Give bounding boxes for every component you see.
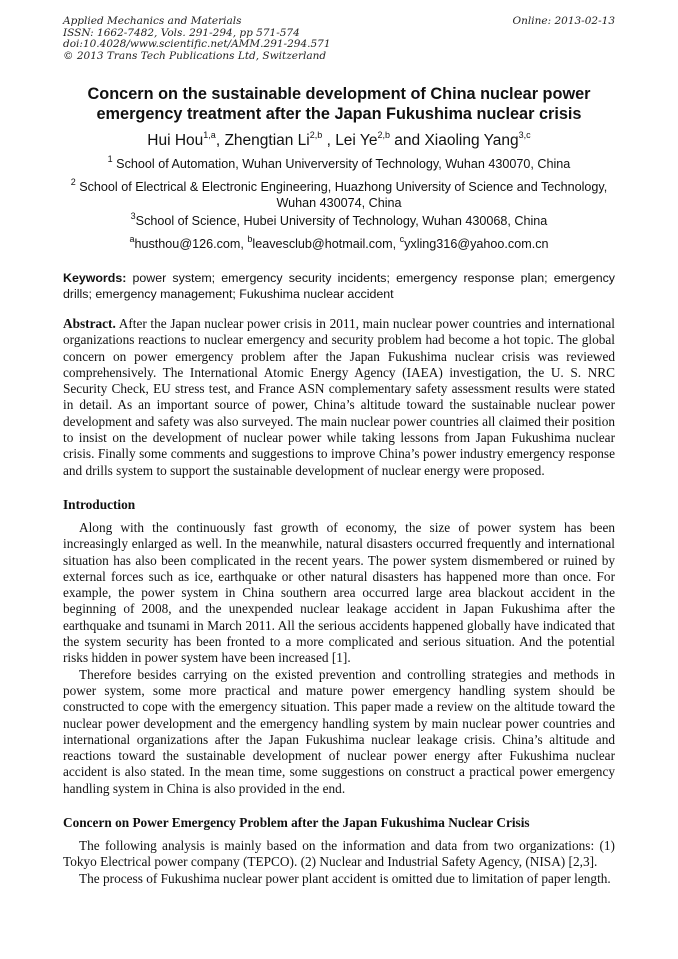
email-list	[63, 233, 615, 252]
abstract	[63, 316, 615, 479]
affiliation-3	[63, 210, 615, 229]
affiliation-text: School of Automation, Wuhan Univerversity of Technology, Wuhan 430070, China	[112, 157, 571, 171]
author-name: Zhengtian Li	[224, 132, 310, 149]
author-name: Xiaoling Yang	[424, 132, 519, 149]
affiliation-text: School of Electrical & Electronic Engineering, Huazhong University of Science and Technology,	[75, 180, 608, 194]
issn: ISSN: 1662-7482, Vols. 291-294, pp 571-574	[63, 26, 300, 39]
abstract-text: After the Japan nuclear power crisis in 2011, main nuclear power countries and international organizations reactions to nuclear emergency and security problem had become a hot topic. The global concern on power emergency problem after the Japan Fukushima nuclear crisis was reviewed comprehensively. The International Atomic Energy Agency (IAEA) investigation, the U. S. NRC Security Check, EU stress test, and France ASN complementary safety assessment results were stated in detail. As an important source of power, China’s altitude toward the sustainable nuclear power development and safety was also surveyed. The main nuclear power countries all claimed their position to insist on the development of nuclear power while taking lessons from Japan Fukushima nuclear crisis. Finally some comments and suggestions to improve China’s power industry emergency response and drills system to support the sustainable development of nuclear energy were proposed.	[63, 316, 615, 478]
affiliation-sup: 3	[130, 210, 136, 221]
author-sup: 1,a	[203, 129, 216, 140]
email-sup: b	[247, 233, 253, 244]
title-line-2: emergency treatment after the Japan Fukushima nuclear crisis	[96, 105, 582, 123]
affiliation-2	[63, 176, 615, 211]
keywords	[63, 270, 615, 302]
paragraph: Therefore besides carrying on the existed prevention and controlling strategies and methods in power system, some more practical and mature power emergency handling system should be constructed to cope with the emergency situation. This paper made a review on the altitude toward the nuclear power development and the emergency handling system by main nuclear power countries and international organizations after the Japan Fukushima nuclear leakage crisis. China’s altitude and reactions toward the sustainable development of nuclear power energy after Fukushima nuclear accident is also stated. In the mean time, some suggestions on construct a practical power emergency handling system in China is also provided in the end.	[63, 666, 615, 796]
author-sep: ,	[215, 132, 225, 149]
email-sup: c	[399, 233, 405, 244]
affiliation-text: Wuhan 430074, China	[276, 196, 402, 210]
paper-title	[63, 84, 615, 124]
paragraph: Along with the continuously fast growth of economy, the size of power system has been increasingly enlarged as well. In the meanwhile, natural disasters occurred frequently and international situation has also been complicated in the recent years. The power system dismembered or ruined by external forces such as ice, earthquake or other natural disasters has happened more than once. For example, the power system in China southern area occurred large area blackout accident in the beginning of 2008, and the unexpended nuclear leakage accident in Japan Fukushima after the earthquake and tsunami in March 2011. All the serious accidents happened globally have indicated that the system security has been fronted to a more complicated and serious situation. And the potential risks hidden in power system have been increased [1].	[63, 520, 615, 666]
author-name: Lei Ye	[335, 132, 378, 149]
affiliation-sup: 2	[70, 176, 76, 187]
title-line-1: Concern on the sustainable development of China nuclear power	[87, 85, 591, 103]
author-sup: 2,b	[309, 129, 323, 140]
journal-header	[63, 16, 615, 62]
email-b[interactable]: leavesclub@hotmail.com,	[252, 237, 400, 251]
email-sup: a	[129, 233, 135, 244]
keywords-label: Keywords:	[63, 271, 127, 285]
paragraph: The process of Fukushima nuclear power plant accident is omitted due to limitation of paper length.	[79, 870, 611, 886]
copyright: © 2013 Trans Tech Publications Ltd, Switzerland	[63, 49, 327, 62]
introduction-body	[63, 520, 615, 797]
author-list	[63, 131, 615, 150]
email-c[interactable]: yxling316@yahoo.com.cn	[404, 237, 549, 251]
abstract-label: Abstract.	[63, 316, 116, 331]
affiliation-sup: 1	[107, 153, 113, 164]
doi[interactable]: doi:10.4028/www.scientific.net/AMM.291-294.571	[63, 38, 331, 50]
author-sep: ,	[322, 132, 336, 149]
affiliation-1	[63, 153, 615, 172]
journal-name: Applied Mechanics and Materials	[63, 15, 242, 27]
section-heading-introduction: Introduction	[63, 497, 136, 512]
paragraph: The following analysis is mainly based on the information and data from two organizations: (1) Tokyo Electrical power company (TEPCO). (2) Nuclear and Industrial Safety Agency, (NISA) [2,3].	[63, 838, 615, 870]
author-sep: and	[389, 132, 425, 149]
online-date: Online: 2013-02-13	[512, 15, 615, 27]
keywords-text: power system; emergency security incidents; emergency response plan; emergency drills; emergency management; Fukushima nuclear accident	[63, 271, 615, 301]
author-sup: 3,c	[518, 129, 531, 140]
section-2-body	[63, 838, 615, 887]
affiliation-text: School of Science, Hubei University of Technology, Wuhan 430068, China	[135, 214, 548, 228]
author-name: Hui Hou	[147, 132, 204, 149]
author-sup: 2,b	[377, 129, 390, 140]
section-heading-concern: Concern on Power Emergency Problem after the Japan Fukushima Nuclear Crisis	[63, 815, 530, 830]
email-a[interactable]: husthou@126.com,	[134, 237, 248, 251]
